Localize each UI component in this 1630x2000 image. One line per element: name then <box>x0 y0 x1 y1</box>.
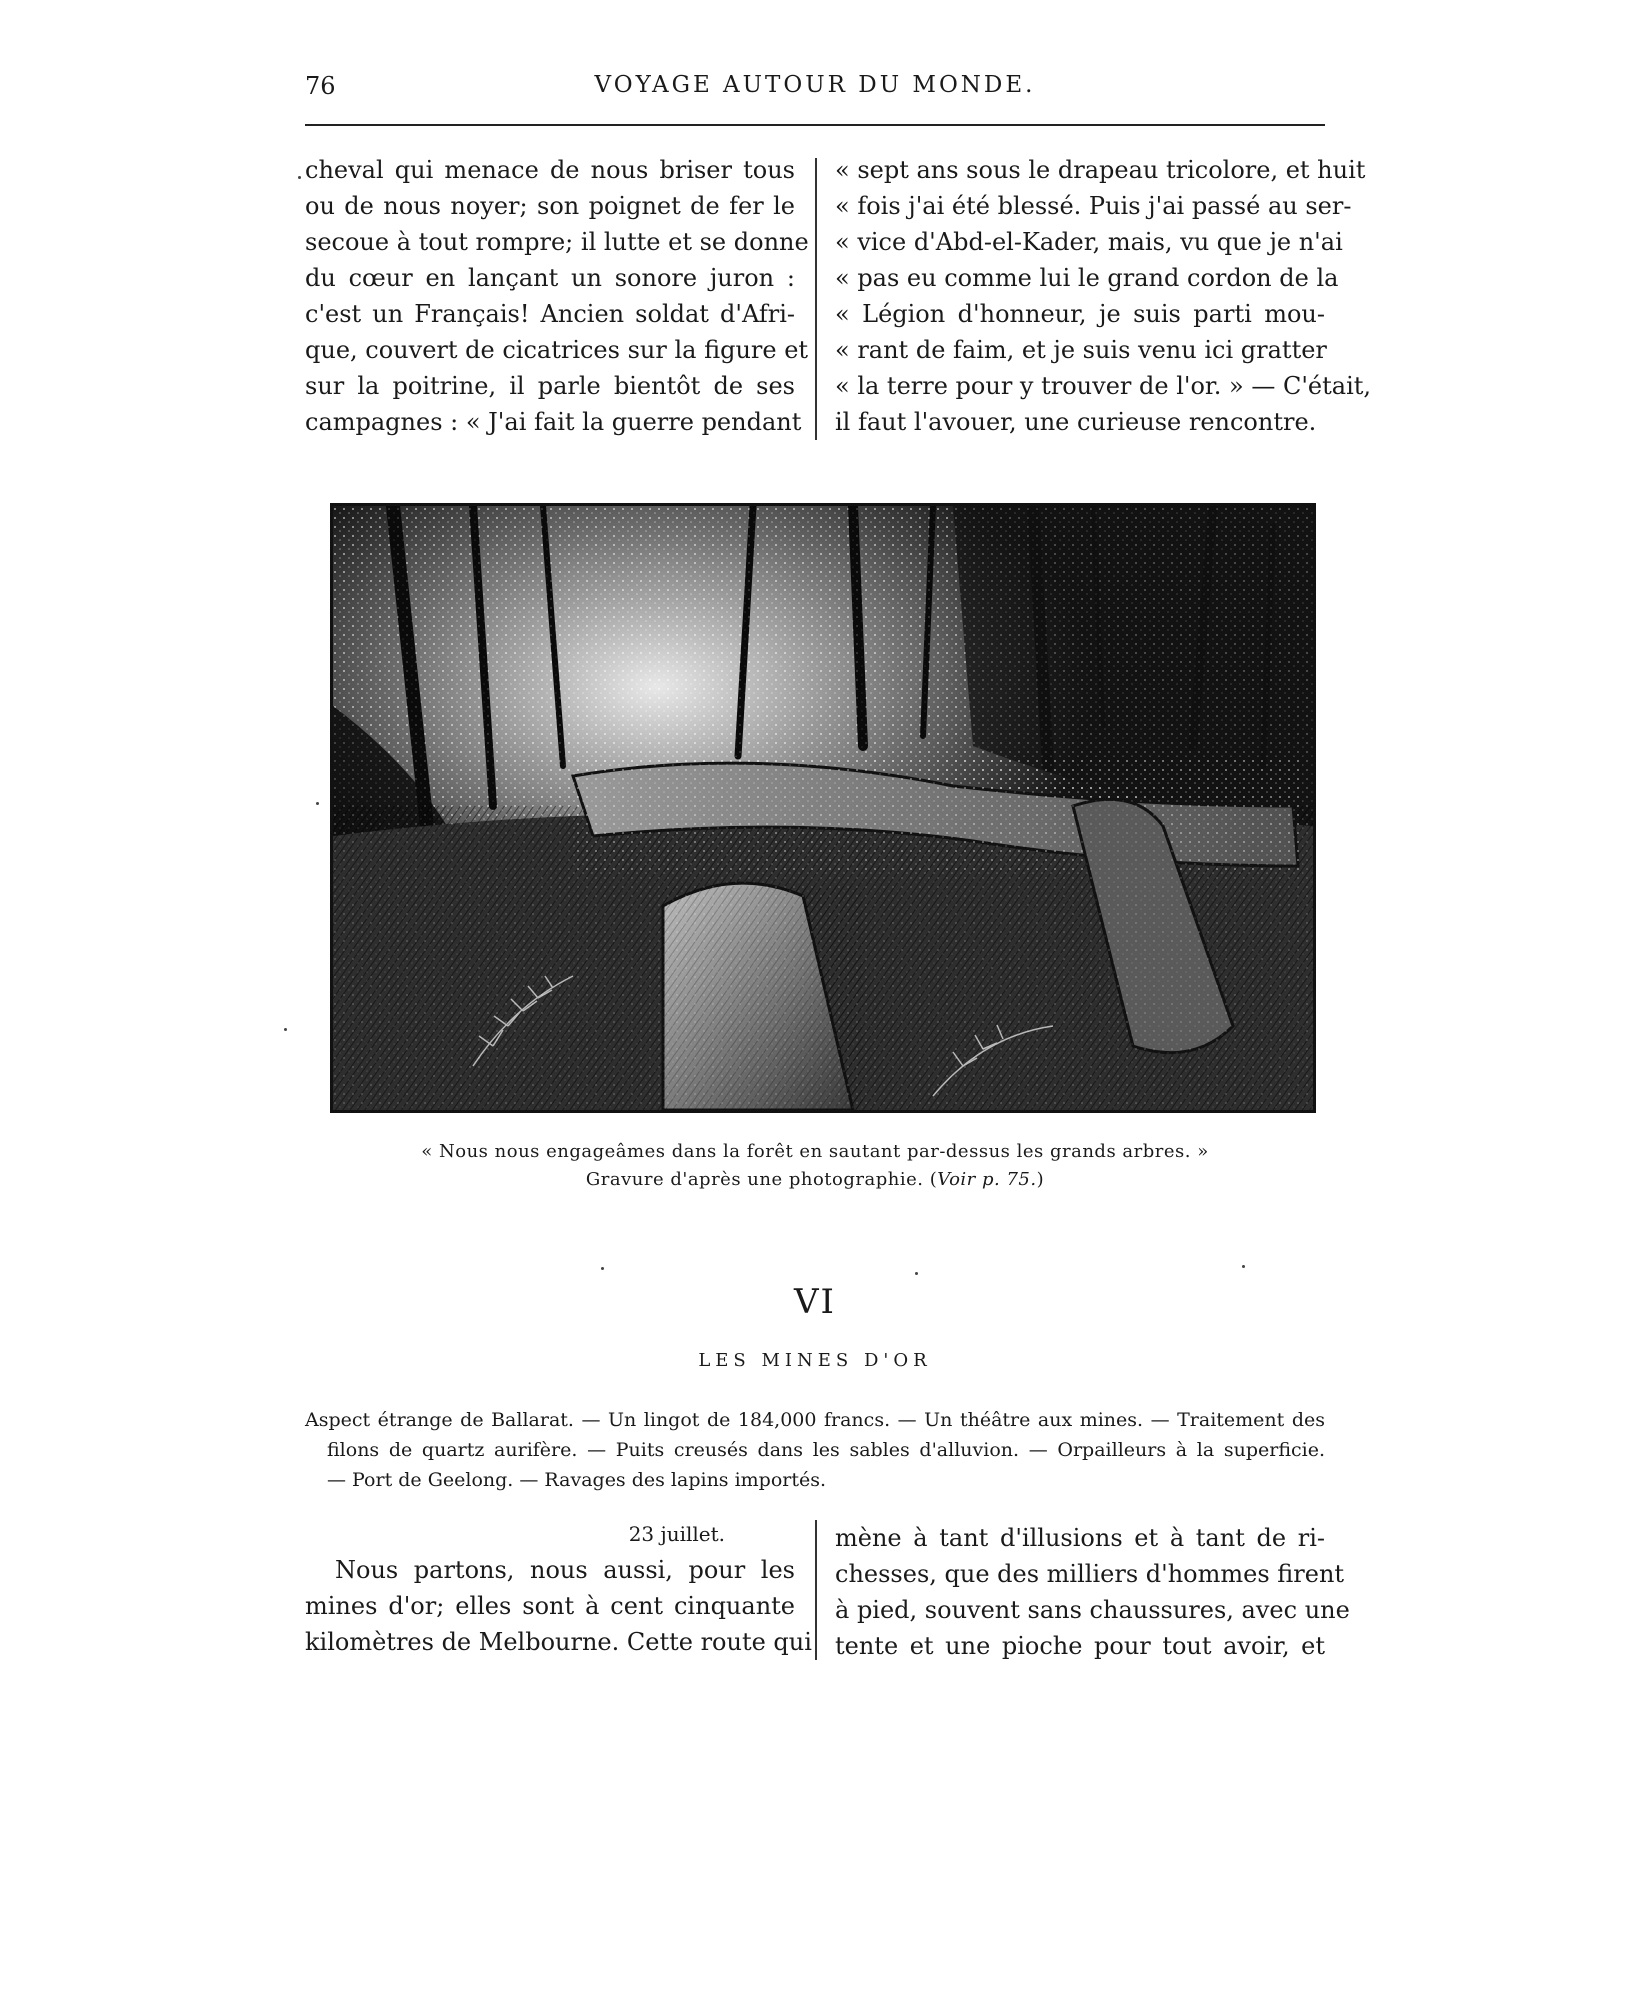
chapter-number: VI <box>794 1282 836 1322</box>
text-line: « fois j'ai été blessé. Puis j'ai passé au ser- <box>835 192 1352 220</box>
print-speck <box>298 176 301 179</box>
text-line: à pied, souvent sans chaussures, avec une <box>835 1596 1350 1624</box>
text-line: c'est un Français! Ancien soldat d'Afri- <box>305 300 795 328</box>
print-speck <box>601 1267 604 1270</box>
top-left-column <box>305 152 809 440</box>
running-title: VOYAGE AUTOUR DU MONDE. <box>594 72 1036 98</box>
text-line: il faut l'avouer, une curieuse rencontre. <box>835 408 1317 436</box>
text-line: que, couvert de cicatrices sur la figure et <box>305 336 809 364</box>
text-line: « vice d'Abd-el-Kader, mais, vu que je n'ai <box>835 228 1343 256</box>
engraving-illustration <box>333 506 1313 1110</box>
text-line: mène à tant d'illusions et à tant de ri- <box>835 1524 1325 1552</box>
print-speck <box>1242 1265 1245 1268</box>
text-line: Nous partons, nous aussi, pour les <box>335 1556 795 1584</box>
forest-engraving <box>330 503 1316 1113</box>
print-speck <box>316 802 319 805</box>
text-line: tente et une pioche pour tout avoir, et <box>835 1632 1325 1660</box>
bottom-right-column <box>835 1520 1350 1664</box>
text-line: ou de nous noyer; son poignet de fer le <box>305 192 795 220</box>
top-right-column <box>835 152 1372 440</box>
page-number: 76 <box>305 72 336 100</box>
text-line: kilomètres de Melbourne. Cette route qui <box>305 1628 812 1656</box>
bottom-left-column <box>305 1552 812 1660</box>
header-rule <box>305 124 1325 126</box>
text-line: campagnes : « J'ai fait la guerre pendant <box>305 408 802 436</box>
text-line: du cœur en lançant un sonore juron : <box>305 264 795 292</box>
text-line: « Légion d'honneur, je suis parti mou- <box>835 300 1325 328</box>
text-line: secoue à tout rompre; il lutte et se donne <box>305 228 809 256</box>
caption-source: Gravure d'après une photographie. ( <box>585 1169 938 1190</box>
column-separator <box>815 158 817 440</box>
caption-page-reference: Voir p. 75. <box>937 1169 1037 1190</box>
chapter-summary <box>305 1405 1325 1495</box>
caption-close: ) <box>1036 1169 1045 1190</box>
column-separator-bottom <box>815 1520 817 1660</box>
summary-line: filons de quartz aurifère. — Puits creusés dans les sables d'alluvion. — Orpailleurs à la superficie. <box>327 1439 1325 1461</box>
print-speck <box>284 1028 287 1031</box>
text-line: mines d'or; elles sont à cent cinquante <box>305 1592 795 1620</box>
chapter-title: LES MINES D'OR <box>698 1350 932 1371</box>
caption-line-1: « Nous nous engageâmes dans la forêt en sautant par-dessus les grands arbres. » <box>421 1141 1209 1162</box>
print-speck <box>915 1272 918 1275</box>
text-line: « pas eu comme lui le grand cordon de la <box>835 264 1339 292</box>
text-line: cheval qui menace de nous briser tous <box>305 156 795 184</box>
summary-line: — Port de Geelong. — Ravages des lapins importés. <box>327 1469 827 1491</box>
summary-line: Aspect étrange de Ballarat. — Un lingot de 184,000 francs. — Un théâtre aux mines. — Traitement des <box>305 1409 1325 1431</box>
text-line: sur la poitrine, il parle bientôt de ses <box>305 372 795 400</box>
dateline: 23 juillet. <box>628 1522 725 1546</box>
text-line: « sept ans sous le drapeau tricolore, et huit <box>835 156 1366 184</box>
running-header <box>305 72 1325 112</box>
text-line: chesses, que des milliers d'hommes firent <box>835 1560 1345 1588</box>
figure-caption <box>305 1138 1325 1194</box>
text-line: « la terre pour y trouver de l'or. » — C'était, <box>835 372 1372 400</box>
text-line: « rant de faim, et je suis venu ici gratter <box>835 336 1327 364</box>
caption-line-2 <box>305 1166 1325 1194</box>
